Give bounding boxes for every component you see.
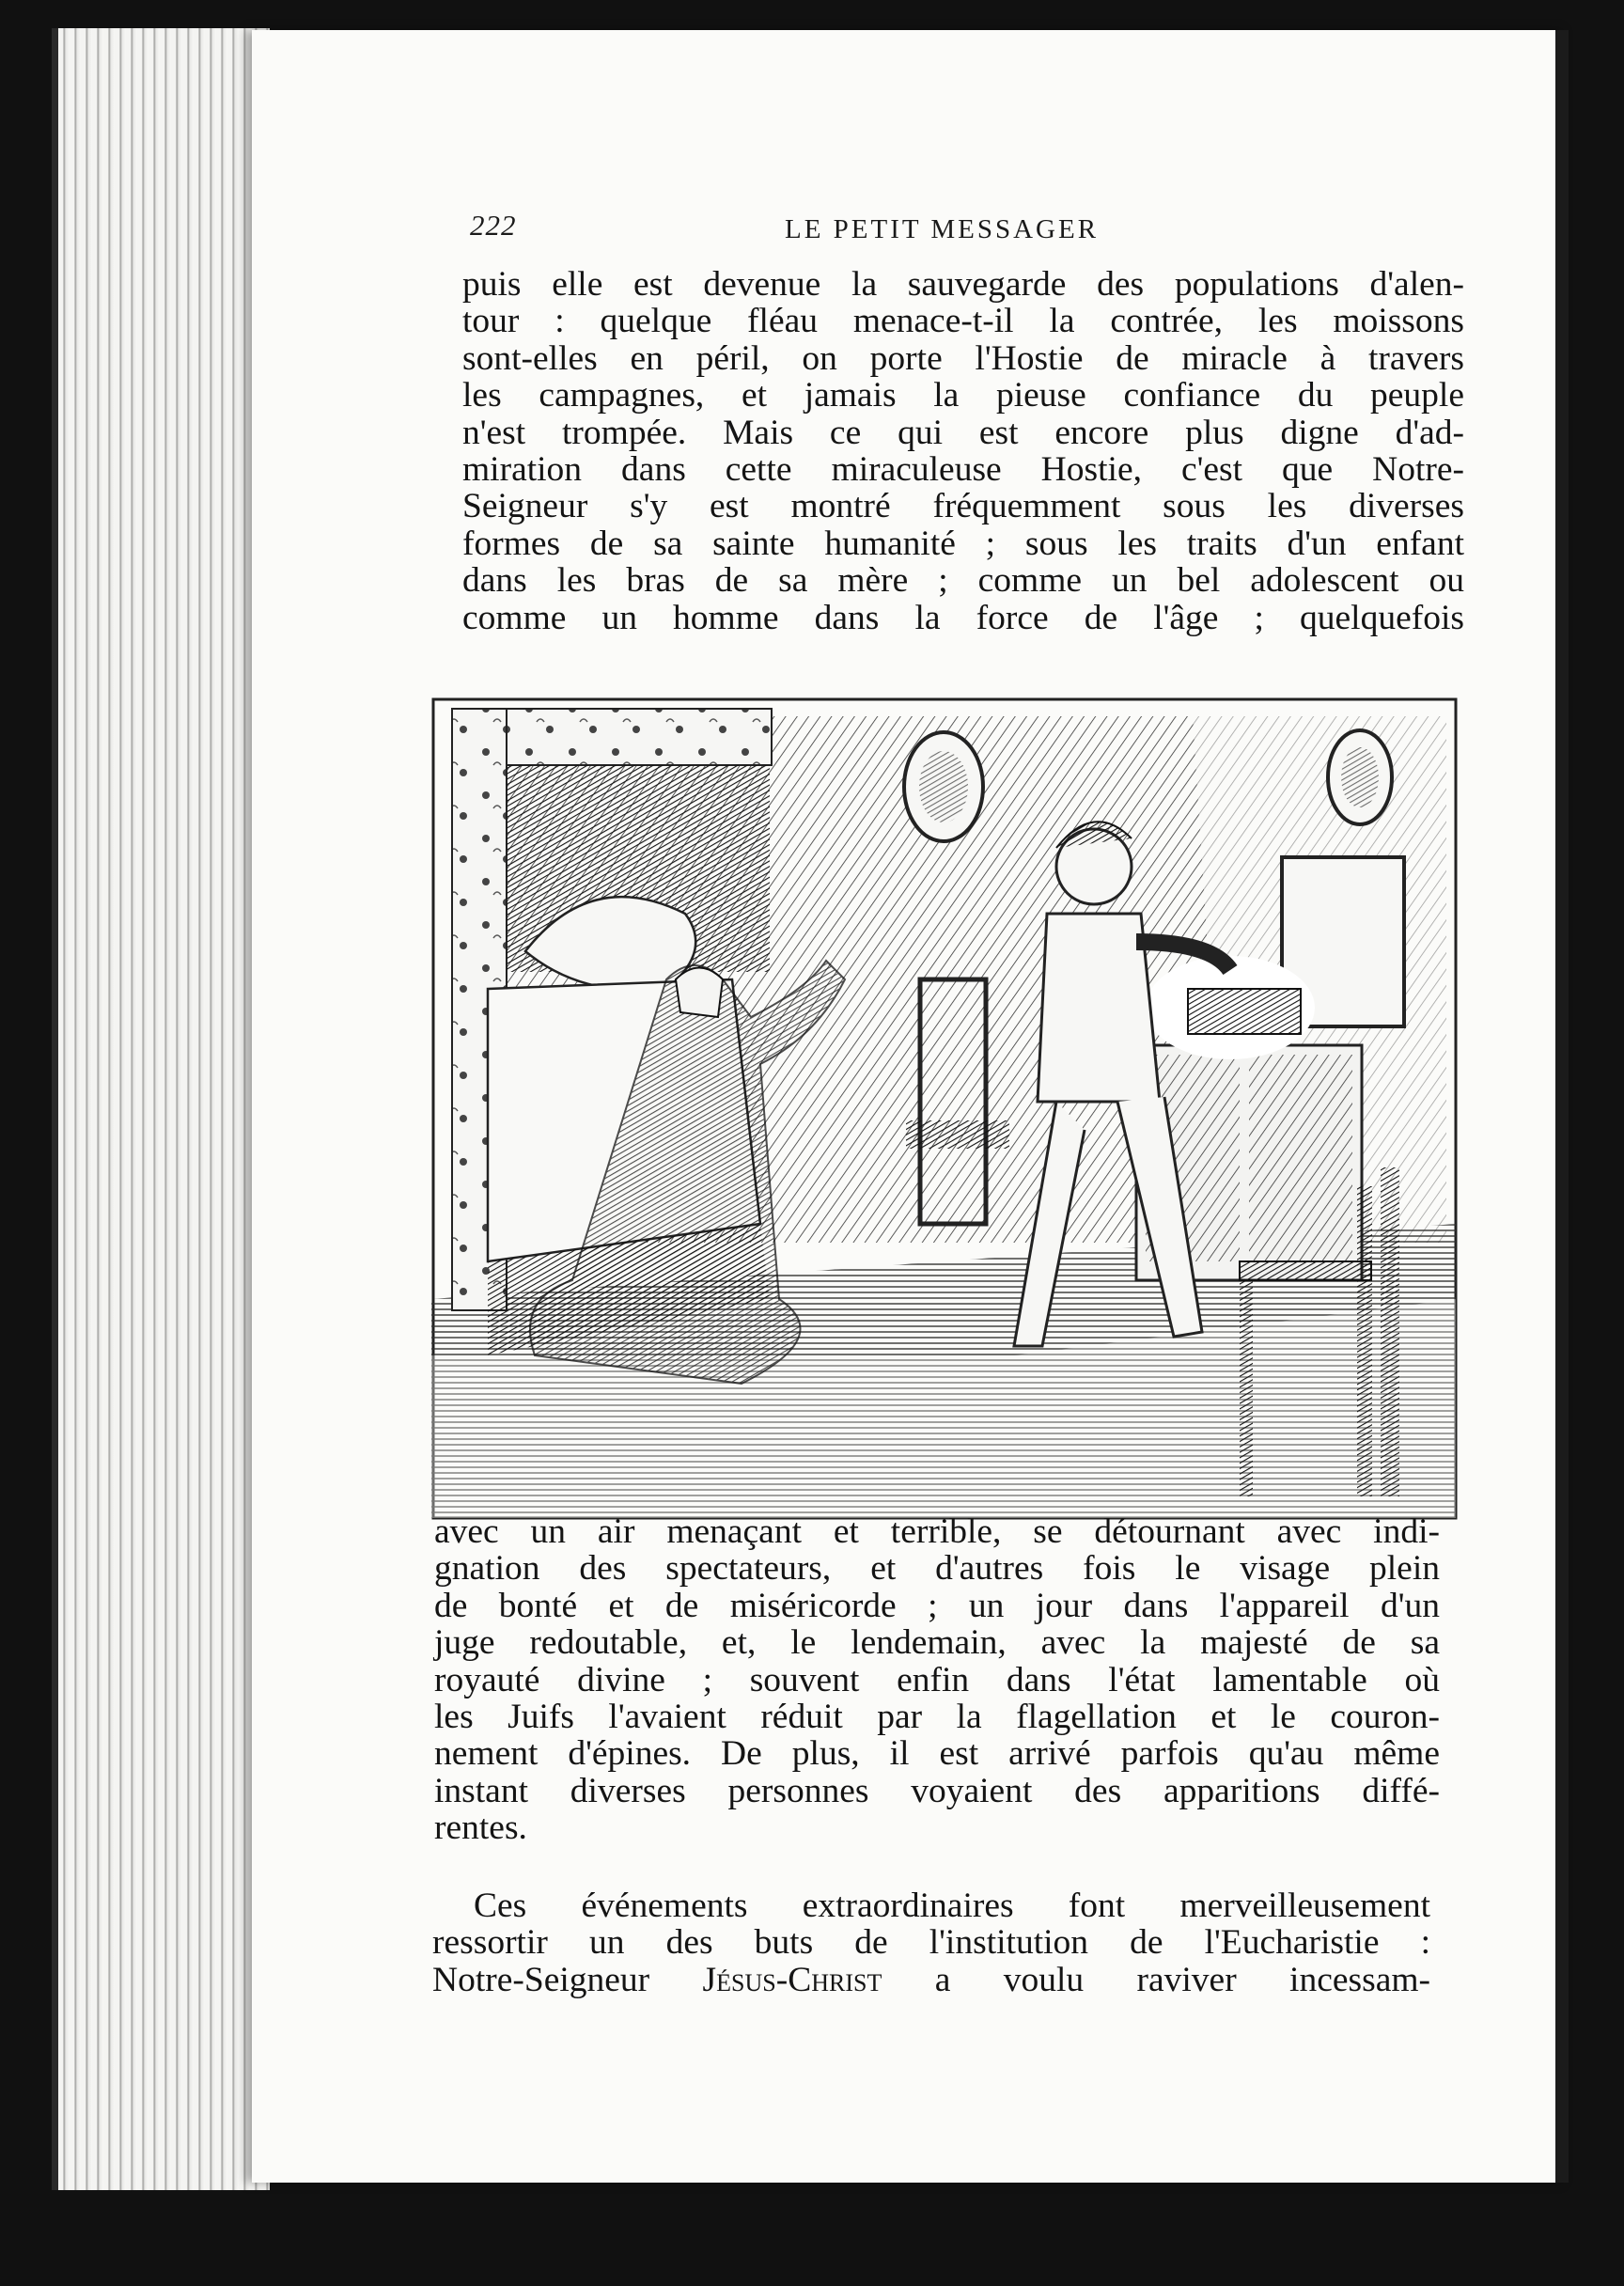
text-line: Seigneur s'y est montré fréquemment sous les diverses — [462, 487, 1464, 526]
text-line: n'est trompée. Mais ce qui est encore plus digne d'ad- — [462, 413, 1464, 452]
page-shadow — [1555, 30, 1569, 2183]
text-line: formes de sa sainte humanité ; sous les traits d'un enfant — [462, 524, 1464, 563]
text-line: Notre-Seigneur Jésus-Christ a voulu raviver incessam- — [432, 1960, 1430, 1999]
engraving-svg — [431, 697, 1458, 1520]
text-line: nement d'épines. De plus, il est arrivé parfois qu'au même — [434, 1734, 1440, 1774]
paragraph-last — [432, 1887, 1430, 1998]
text-line: gnation des spectateurs, et d'autres fois le visage plein — [434, 1549, 1440, 1589]
engraving-illustration — [431, 697, 1458, 1520]
text-line: ressortir un des buts de l'institution de l'Eucharistie : — [432, 1923, 1430, 1963]
paragraph-middle — [434, 1513, 1440, 1847]
text-line: rentes. — [434, 1808, 527, 1848]
text-line: avec un air menaçant et terrible, se détournant avec indi- — [434, 1512, 1440, 1551]
text-line: sont-elles en péril, on porte l'Hostie de miracle à travers — [462, 338, 1464, 378]
text-line: juge redoutable, et, le lendemain, avec la majesté de sa — [434, 1623, 1440, 1663]
text-line: les campagnes, et jamais la pieuse confiance du peuple — [462, 376, 1464, 415]
text-line: royauté divine ; souvent enfin dans l'état lamentable où — [434, 1660, 1440, 1699]
running-title: LE PETIT MESSAGER — [785, 214, 1100, 244]
text-line: de bonté et de miséricorde ; un jour dans l'appareil d'un — [434, 1586, 1440, 1625]
text-line: puis elle est devenue la sauvegarde des populations d'alen- — [462, 265, 1464, 304]
book-page-edges — [58, 28, 270, 2190]
text-line: les Juifs l'avaient réduit par la flagellation et le couron- — [434, 1698, 1440, 1737]
text-line: dans les bras de sa mère ; comme un bel adolescent ou — [462, 561, 1464, 601]
text-line: instant diverses personnes voyaient des apparitions diffé- — [434, 1771, 1440, 1810]
text-line: Ces événements extraordinaires font merveilleusement — [474, 1887, 1430, 1925]
paragraph-top — [462, 266, 1464, 636]
text-line: tour : quelque fléau menace-t-il la contrée, les moissons — [462, 302, 1464, 341]
text-line: comme un homme dans la force de l'âge ; quelquefois — [462, 598, 1464, 637]
page-number: 222 — [470, 209, 517, 242]
text-line: miration dans cette miraculeuse Hostie, c'est que Notre- — [462, 450, 1464, 490]
